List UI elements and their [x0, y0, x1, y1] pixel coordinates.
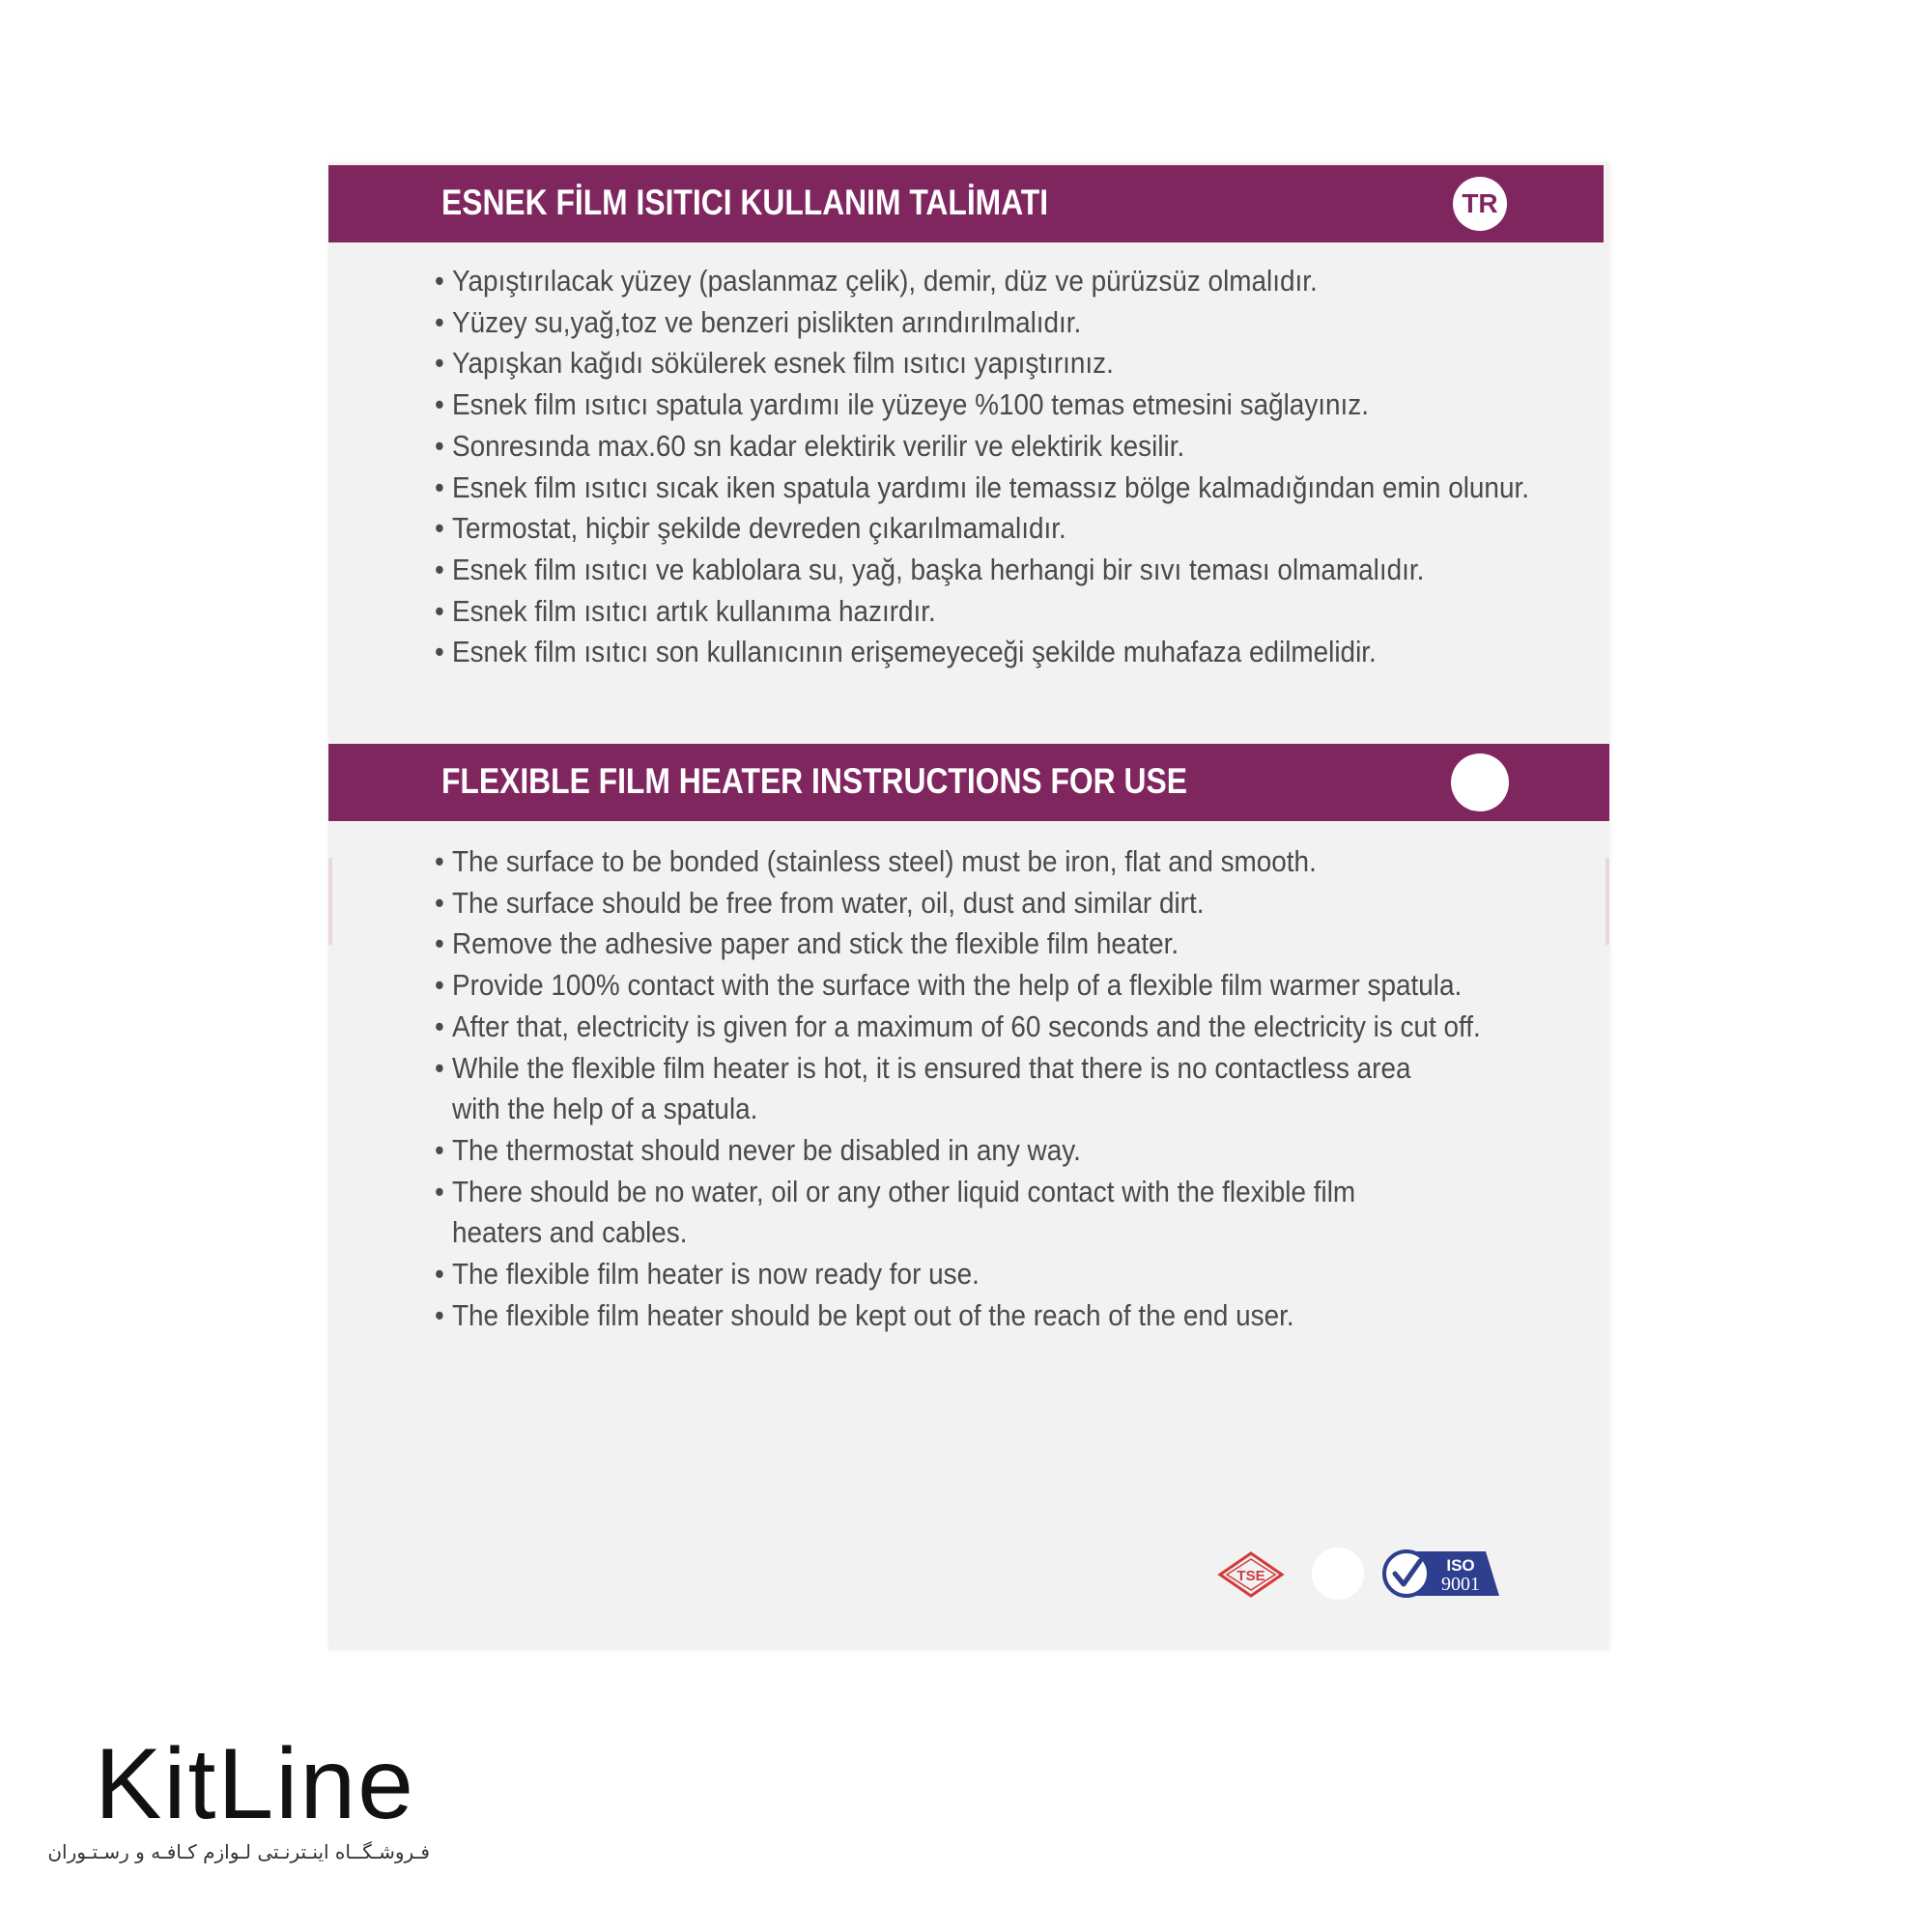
turkish-section-title: ESNEK FİLM ISITICI KULLANIM TALİMATI: [441, 183, 1049, 222]
list-item: • There should be no water, oil or any other liquid contact with the flexible film heaters and cables.: [435, 1172, 1443, 1254]
list-item: • Esnek film ısıtıcı artık kullanıma hazırdır.: [435, 591, 1556, 633]
list-item: • Termostat, hiçbir şekilde devreden çıkarılmamalıdır.: [435, 508, 1556, 550]
blank-mark-circle: [1312, 1548, 1364, 1600]
certification-logos: [1217, 1546, 1507, 1604]
english-instructions-list: [435, 841, 1546, 1336]
list-item: • Yapıştırılacak yüzey (paslanmaz çelik), demir, düz ve pürüzsüz olmalıdır.: [435, 261, 1556, 302]
list-item: • Esnek film ısıtıcı spatula yardımı ile yüzeye %100 temas etmesini sağlayınız.: [435, 384, 1556, 426]
list-item: • The flexible film heater is now ready for use.: [435, 1254, 1556, 1295]
iso-label: ISO: [1446, 1556, 1475, 1575]
turkish-header-band: [328, 165, 1604, 242]
list-item: • Esnek film ısıtıcı son kullanıcının erişemeyeceği şekilde muhafaza edilmelidir.: [435, 632, 1556, 673]
kitline-watermark: [47, 1728, 433, 1863]
list-item: • The flexible film heater should be kept out of the reach of the end user.: [435, 1295, 1556, 1337]
instruction-card: [328, 162, 1609, 1650]
list-item: • The surface to be bonded (stainless steel) must be iron, flat and smooth.: [435, 841, 1556, 883]
language-badge-tr: TR: [1453, 177, 1507, 231]
list-item: • Sonresında max.60 sn kadar elektirik verilir ve elektirik kesilir.: [435, 426, 1556, 468]
turkish-instructions-list: [435, 261, 1546, 673]
left-edge-strip: [328, 858, 332, 945]
right-edge-strip: [1605, 858, 1609, 945]
english-header-band: [328, 744, 1609, 821]
tse-logo-icon: [1217, 1550, 1285, 1599]
list-item: • Yüzey su,yağ,toz ve benzeri pislikten arındırılmalıdır.: [435, 302, 1556, 344]
list-item: • The surface should be free from water, oil, dust and similar dirt.: [435, 883, 1556, 924]
brand-logo: KitLine: [95, 1728, 415, 1840]
list-item: • While the flexible film heater is hot, it is ensured that there is no contactless area with the help of a spatula.: [435, 1048, 1426, 1130]
list-item: • Yapışkan kağıdı sökülerek esnek film ısıtıcı yapıştırınız.: [435, 343, 1556, 384]
english-section-title: FLEXIBLE FILM HEATER INSTRUCTIONS FOR USE: [441, 761, 1187, 801]
list-item: • Remove the adhesive paper and stick the flexible film heater.: [435, 923, 1556, 965]
tse-label: TSE: [1236, 1568, 1265, 1584]
list-item: • Esnek film ısıtıcı sıcak iken spatula yardımı ile temassız bölge kalmadığından emin olunur.: [435, 468, 1556, 509]
list-item: • Provide 100% contact with the surface with the help of a flexible film warmer spatula.: [435, 965, 1556, 1007]
iso-9001-logo-icon: [1381, 1546, 1501, 1602]
list-item: • Esnek film ısıtıcı ve kablolara su, yağ, başka herhangi bir sıvı teması olmamalıdır.: [435, 550, 1556, 591]
blank-badge-circle: [1451, 753, 1509, 811]
iso-number: 9001: [1441, 1574, 1480, 1595]
list-item: • The thermostat should never be disabled in any way.: [435, 1130, 1556, 1172]
list-item: • After that, electricity is given for a maximum of 60 seconds and the electricity is cut off.: [435, 1007, 1556, 1048]
brand-tagline: فـروشـگــاه اینـترنـتی لـوازم کـافـه و رسـتـوران: [47, 1840, 430, 1863]
